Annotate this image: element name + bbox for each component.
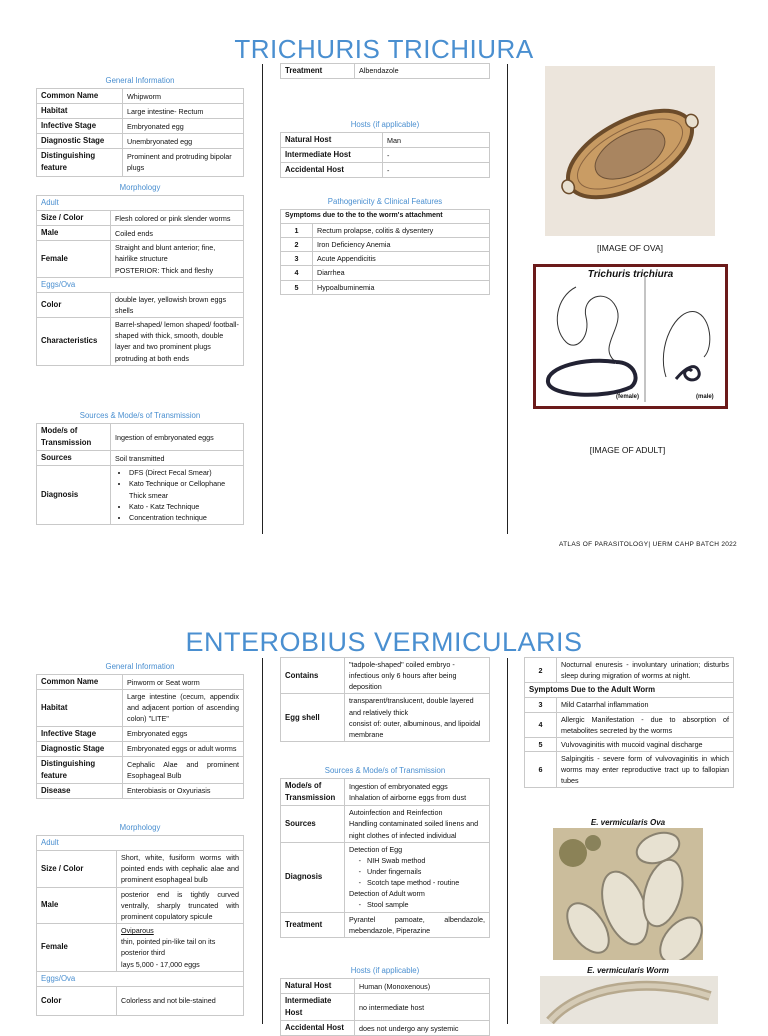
- row-label: Natural Host: [281, 979, 355, 994]
- row-number: 5: [525, 737, 557, 751]
- row-value: no intermediate host: [355, 994, 490, 1021]
- page-footer: ATLAS OF PARASITOLOGY| UERM CAHP BATCH 2022: [559, 541, 737, 548]
- row-number: 6: [525, 752, 557, 788]
- row-label: Contains: [281, 658, 345, 694]
- subsection-label: Adult: [37, 836, 244, 851]
- section-header: Morphology: [37, 181, 244, 196]
- row-number: 2: [281, 238, 313, 252]
- female-label: (female): [616, 394, 640, 400]
- section-header: Morphology: [37, 821, 244, 836]
- section-header: Sources & Mode/s of Transmission: [281, 764, 490, 779]
- diagnosis-heading: Detection of Egg: [349, 844, 403, 854]
- enterobius-worm-image: [540, 976, 718, 1024]
- enterobius-ova-image: [553, 828, 703, 960]
- male-label: (male): [696, 394, 714, 400]
- row-label: Common Name: [37, 89, 123, 104]
- row-value: Cephalic Alae and prominent Esophageal Bulb: [123, 756, 244, 783]
- subsection-label: Symptoms due to the to the worm's attachment: [281, 210, 490, 224]
- row-label: Habitat: [37, 690, 123, 726]
- row-value: Pyrantel pamoate, albendazole, mebendazole, Piperazine: [345, 912, 490, 937]
- row-label: Egg shell: [281, 694, 345, 742]
- row-label: Intermediate Host: [281, 994, 355, 1021]
- row-value: Pinworm or Seat worm: [123, 675, 244, 690]
- row-value: [111, 466, 244, 525]
- enterobius-hosts-table: [280, 964, 490, 1036]
- row-label: Diagnosis: [37, 466, 111, 525]
- trichuris-hosts-table: [280, 118, 490, 178]
- row-value: Soil transmitted: [111, 451, 244, 466]
- row-value: posterior end is tightly curved ventrally, sharply truncated with prominent copulatory spicule: [117, 887, 244, 923]
- row-value: Embryonated eggs: [123, 726, 244, 741]
- row-label: Natural Host: [281, 133, 383, 148]
- row-number: 2: [525, 658, 557, 683]
- diagnosis-heading: Detection of Adult worm: [349, 889, 425, 899]
- row-label: Intermediate Host: [281, 148, 383, 163]
- row-value: does not undergo any systemic: [355, 1021, 490, 1036]
- row-value: Coiled ends: [111, 226, 244, 241]
- row-label: Accidental Host: [281, 1021, 355, 1036]
- row-value: [345, 842, 490, 912]
- row-value-line: Inhalation of airborne eggs from dust: [349, 793, 467, 803]
- row-value-line: Handling contaminated soiled linens and night clothes of infected individual: [349, 819, 479, 840]
- row-value: Acute Appendicitis: [313, 252, 490, 266]
- worm-illustration: [536, 267, 725, 406]
- row-number: 4: [525, 712, 557, 737]
- diagnosis-adult-list: [349, 899, 485, 910]
- page-title-trichuris: TRICHURIS TRICHIURA: [234, 34, 534, 64]
- section-header: Hosts (if applicable): [281, 118, 490, 133]
- row-label: Mode/s of Transmission: [37, 424, 111, 451]
- row-value-line: consist of: outer, albuminous, and lipoidal membrane: [349, 718, 481, 739]
- subsection-label: Adult: [37, 196, 244, 211]
- row-value: Barrel-shaped/ lemon shaped/ football-shaped with thick, smooth, double layer and two prominent plugs protruding at both ends: [111, 318, 244, 366]
- list-item: - Stool sample: [367, 899, 485, 910]
- list-item: - Under fingernails: [367, 866, 485, 877]
- row-value-line: thin, pointed pin-like tail on its posterior third: [121, 937, 216, 958]
- row-label: Infective Stage: [37, 726, 123, 741]
- row-number: 3: [525, 698, 557, 712]
- trichuris-adult-image: [533, 264, 728, 409]
- row-value: "tadpole-shaped" coiled embryo - infectious only 6 hours after being deposition: [345, 658, 490, 694]
- row-value: Mild Catarrhal inflammation: [557, 698, 734, 712]
- row-label: Diagnostic Stage: [37, 134, 123, 149]
- row-label: Infective Stage: [37, 119, 123, 134]
- row-value: Ingestion of embryonated eggs: [111, 424, 244, 451]
- enterobius-egg-table: [280, 657, 490, 742]
- row-value-line: transparent/translucent, double layered and relatively thick: [349, 696, 474, 717]
- row-label: Distinguishing feature: [37, 756, 123, 783]
- column-divider: [262, 64, 263, 534]
- trichuris-transmission-table: [36, 409, 244, 525]
- row-value: Embryonated eggs or adult worms: [123, 741, 244, 756]
- page-title-enterobius: ENTEROBIUS VERMICULARIS: [185, 627, 583, 657]
- row-value-line: Straight and blunt anterior; fine, hairlike structure: [115, 243, 216, 264]
- ova-image-caption: [IMAGE OF OVA]: [597, 243, 663, 253]
- row-value-line: Autoinfection and Reinfection: [349, 808, 443, 818]
- row-label: Color: [37, 292, 111, 317]
- row-label: Size / Color: [37, 211, 111, 226]
- row-value: Unembryonated egg: [123, 134, 244, 149]
- row-value: Salpingitis - severe form of vulvovaginitis in which worms may enter reproductive tract up to fallopian tubes: [557, 752, 734, 788]
- row-value: [345, 779, 490, 806]
- row-value: [345, 806, 490, 842]
- row-label: Diagnostic Stage: [37, 741, 123, 756]
- row-value-line: lays 5,000 - 17,000 eggs: [121, 959, 200, 969]
- row-value: Enterobiasis or Oxyuriasis: [123, 783, 244, 798]
- list-item: - Scotch tape method - routine: [367, 877, 485, 888]
- row-label: Male: [37, 226, 111, 241]
- row-value: Colorless and not bile-stained: [117, 986, 244, 1015]
- row-value: Whipworm: [123, 89, 244, 104]
- row-value: -: [383, 148, 490, 163]
- section-header: General Information: [37, 660, 244, 675]
- column-divider: [507, 64, 508, 534]
- row-label: Female: [37, 241, 111, 277]
- row-value-line: POSTERIOR: Thick and fleshy: [115, 265, 214, 275]
- subsection-label: Eggs/Ova: [37, 277, 244, 292]
- row-label: Distinguishing feature: [37, 149, 123, 176]
- row-label: Sources: [281, 806, 345, 842]
- row-label: Size / Color: [37, 851, 117, 887]
- enterobius-transmission-table: [280, 764, 490, 938]
- section-header: General Information: [37, 74, 244, 89]
- row-label: Sources: [37, 451, 111, 466]
- row-label: Characteristics: [37, 318, 111, 366]
- subsection-label: Eggs/Ova: [37, 971, 244, 986]
- enterobius-general-table: [36, 660, 244, 799]
- row-value: [345, 694, 490, 742]
- row-value: [117, 924, 244, 972]
- trichuris-morphology-table: [36, 181, 244, 366]
- section-header: Hosts (if applicable): [281, 964, 490, 979]
- list-item: • Kato - Katz Technique: [129, 501, 239, 512]
- row-number: 5: [281, 280, 313, 294]
- row-number: 1: [281, 223, 313, 237]
- diagnosis-egg-list: [349, 855, 485, 888]
- diagnosis-list: [115, 467, 239, 523]
- row-value: Embryonated egg: [123, 119, 244, 134]
- subsection-label: Symptoms Due to the Adult Worm: [525, 683, 734, 698]
- adult-image-caption: [IMAGE OF ADULT]: [589, 445, 666, 455]
- row-value: Large intestine (cecum, appendix and adjacent portion of ascending colon) "LITE": [123, 690, 244, 726]
- worm-photo-caption: E. vermicularis Worm: [587, 966, 669, 975]
- column-divider: [507, 658, 508, 1024]
- row-label: Male: [37, 887, 117, 923]
- row-label: Color: [37, 986, 117, 1015]
- row-value: [111, 241, 244, 277]
- trichuris-treatment-table: [280, 63, 490, 79]
- row-number: 3: [281, 252, 313, 266]
- row-value: double layer, yellowish brown eggs shells: [111, 292, 244, 317]
- enterobius-morphology-table: [36, 821, 244, 1016]
- column-divider: [262, 658, 263, 1024]
- row-label: Treatment: [281, 912, 345, 937]
- row-value: Human (Monoxenous): [355, 979, 490, 994]
- row-label: Accidental Host: [281, 163, 383, 178]
- list-item: • Kato Technique or Cellophane Thick smear: [129, 478, 239, 500]
- row-label: Disease: [37, 783, 123, 798]
- trichuris-ova-image: [545, 66, 715, 236]
- row-value: Prominent and protruding bipolar plugs: [123, 149, 244, 176]
- row-value: Hypoalbuminemia: [313, 280, 490, 294]
- row-label: Common Name: [37, 675, 123, 690]
- row-value: Albendazole: [355, 64, 490, 79]
- row-value: Nocturnal enuresis - involuntary urination; disturbs sleep during migration of worms at night.: [557, 658, 734, 683]
- row-label: Treatment: [281, 64, 355, 79]
- row-value: Man: [383, 133, 490, 148]
- row-value: Allergic Manifestation - due to absorption of metabolites secreted by the worms: [557, 712, 734, 737]
- adult-image-title: Trichuris trichiura: [587, 269, 674, 280]
- section-header: Sources & Mode/s of Transmission: [37, 409, 244, 424]
- ova-photo-caption: E. vermicularis Ova: [590, 818, 666, 827]
- section-header: Pathogenicity & Clinical Features: [281, 195, 490, 210]
- trichuris-pathogenicity-table: [280, 195, 490, 295]
- enterobius-symptoms-table: [524, 657, 734, 788]
- row-label: Habitat: [37, 104, 123, 119]
- trichuris-general-table: [36, 74, 244, 177]
- row-value-line: Ingestion of embryonated eggs: [349, 782, 448, 791]
- list-item: - NIH Swab method: [367, 855, 485, 866]
- row-value: Vulvovaginitis with mucoid vaginal discharge: [557, 737, 734, 751]
- row-value: Iron Deficiency Anemia: [313, 238, 490, 252]
- list-item: • Concentration technique: [129, 512, 239, 523]
- row-value-line: Oviparous: [121, 926, 154, 936]
- row-label: Female: [37, 924, 117, 972]
- row-label: Mode/s of Transmission: [281, 779, 345, 806]
- row-value: -: [383, 163, 490, 178]
- row-value: Large intestine- Rectum: [123, 104, 244, 119]
- row-value: Short, white, fusiform worms with pointed ends with cephalic alae and prominent esophageal bulb: [117, 851, 244, 887]
- row-value: Flesh colored or pink slender worms: [111, 211, 244, 226]
- row-value: Rectum prolapse, colitis & dysentery: [313, 223, 490, 237]
- list-item: • DFS (Direct Fecal Smear): [129, 467, 239, 478]
- row-number: 4: [281, 266, 313, 280]
- row-label: Diagnosis: [281, 842, 345, 912]
- row-value: Diarrhea: [313, 266, 490, 280]
